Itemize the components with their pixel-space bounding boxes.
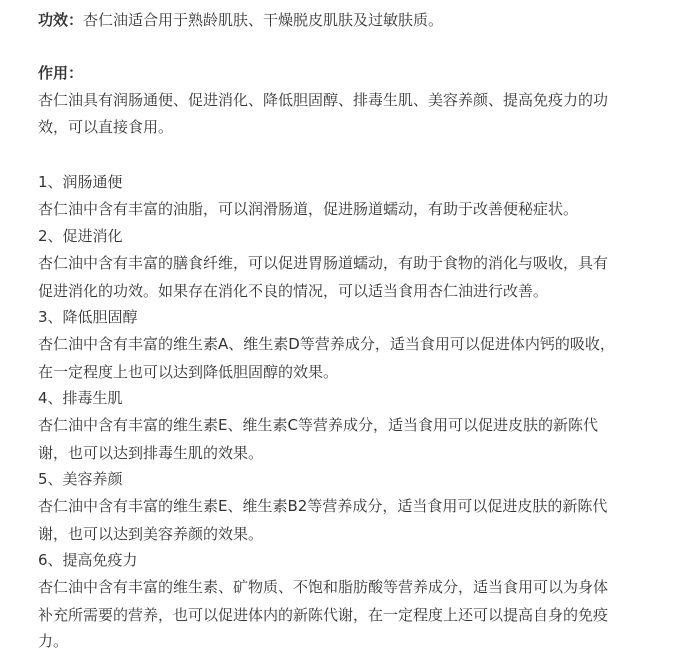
section-title: 5、美容养颜 (38, 470, 123, 488)
section-text-line: 杏仁油中含有丰富的维生素E、维生素B2等营养成分，适当食用可以促进皮肤的新陈代 (38, 497, 608, 515)
section-title: 2、促进消化 (38, 227, 123, 245)
section-text-line: 谢，也可以达到排毒生肌的效果。 (38, 444, 264, 462)
section-title: 1、润肠通便 (38, 173, 123, 191)
section-text-line: 在一定程度上也可以达到降低胆固醇的效果。 (38, 363, 339, 381)
efficacy-line (38, 9, 657, 31)
section-title: 3、降低胆固醇 (38, 308, 138, 326)
section-title: 6、提高免疫力 (38, 551, 138, 569)
section-text-line: 补充所需要的营养，也可以促进体内的新陈代谢，在一定程度上还可以提高自身的免疫 (38, 606, 609, 624)
section-text-line: 杏仁油中含有丰富的油脂，可以润滑肠道，促进肠道蠕动，有助于改善便秘症状。 (38, 200, 579, 218)
efficacy-text: 杏仁油适合用于熟龄肌肤、干燥脱皮肌肤及过敏肤质。 (83, 11, 444, 29)
function-heading: 作用： (38, 64, 84, 82)
function-text-line: 效，可以直接食用。 (38, 118, 174, 136)
function-text-line: 杏仁油具有润肠通便、促进消化、降低胆固醇、排毒生肌、美容养颜、提高免疫力的功 (38, 91, 609, 109)
section-text-line: 杏仁油中含有丰富的维生素A、维生素D等营养成分，适当食用可以促进体内钙的吸收， (38, 335, 615, 353)
section-text-line: 促进消化的功效。如果存在消化不良的情况，可以适当食用杏仁油进行改善。 (38, 282, 549, 300)
section-text-line: 杏仁油中含有丰富的维生素E、维生素C等营养成分，适当食用可以促进皮肤的新陈代 (38, 416, 598, 434)
section-text-line: 杏仁油中含有丰富的膳食纤维，可以促进胃肠道蠕动，有助于食物的消化与吸收，具有 (38, 254, 609, 272)
section-text-line: 力。 (38, 632, 69, 650)
section-text-line: 杏仁油中含有丰富的维生素、矿物质、不饱和脂肪酸等营养成分，适当食用可以为身体 (38, 578, 609, 596)
efficacy-label: 功效： (38, 11, 84, 29)
section-text-line: 谢，也可以达到美容养颜的效果。 (38, 525, 264, 543)
section-title: 4、排毒生肌 (38, 389, 123, 407)
